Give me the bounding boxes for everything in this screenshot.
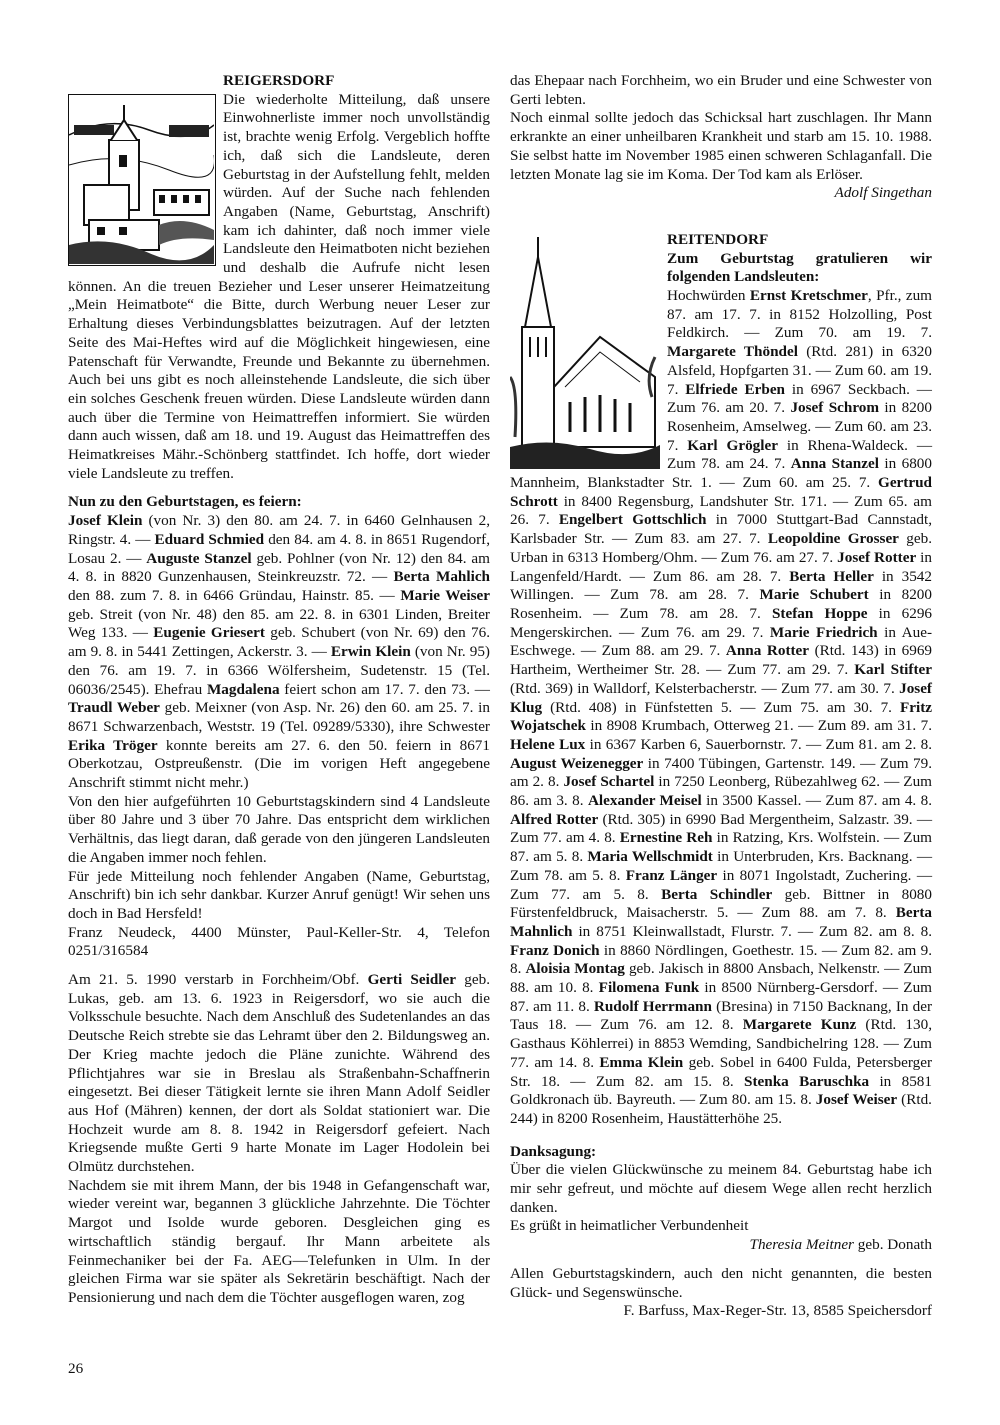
text-run: , Pfr., zum 87. am 17. 7. in 8152 Holzolling, Post Feldkirch. — Zum 70. am 19. 7.	[667, 287, 932, 342]
text-run: (von Nr. 3) den 80. am 24. 7. in 6460 Gelnhausen 2, Ringstr. 4. —	[68, 512, 490, 548]
bold-name: Erwin Klein	[330, 643, 411, 661]
reitendorf-church-illustration	[510, 237, 660, 469]
paragraph	[510, 1143, 932, 1162]
text-run: in 8200 Rosenheim. — Zum 78. am 28. 7.	[510, 586, 932, 622]
text-run: Nachdem sie mit ihrem Mann, der bis 1948 in Gefangenschaft war, wieder vereint war, begannen 3 glückliche Jahrzehnte. Die Töchter Margot und Isolde wurde geboren. Desgleichen ging es wirtschaftlich ständig bergauf. Ihr Mann arbeitete als Feinmechaniker bei der Fa. AEG—Telefunken in Ulm. In der gleichen Firma war sie später als Sekretärin beschäftigt. Nach der Pensionierung und nach dem die Töchter ausgeflogen waren, zog	[68, 1176, 490, 1306]
paragraph	[68, 493, 490, 512]
text-run: Allen Geburtstagskindern, auch den nicht genannten, die besten Glück- und Segenswünsche.	[510, 1264, 932, 1301]
text-run: in 8751 Kleinwallstadt, Flurstr. 7. — Zum 82. am 8. 8.	[572, 922, 932, 940]
paragraph	[510, 1302, 932, 1321]
text-run: in 8860 Nördlingen, Goethestr. 15. — Zum 82. am 9. 8.	[510, 941, 933, 978]
text-run: geb. Jakisch in 8800 Ansbach, Nelkenstr. — Zum 88. am 10. 8.	[510, 960, 933, 997]
text-run: Noch einmal sollte jedoch das Schicksal hart zuschlagen. Ihr Mann erkrankte an einer unheilbaren Krankheit und starb am 15. 10. 1988. Sie selbst hatte im November 1985 einen schweren Schlaganfall. Die letzten Monate lag sie im Koma. Der Tod kam als Erlöser.	[510, 109, 932, 183]
text-run: in Unterbruden, Krs. Backnang. — Zum 78. am 5. 8.	[510, 848, 933, 884]
text-run: (Rtd. 408) in Fünfstetten 5. — Zum 75. am 30. 7.	[542, 698, 900, 716]
text-run: das Ehepaar nach Forchheim, wo ein Bruder und eine Schwester von Gerti lebten.	[510, 72, 932, 108]
bold-name: Fritz Wojatschek	[510, 698, 932, 735]
bold-name: Anna Stanzel	[790, 455, 879, 473]
bold-name: Alexander Meisel	[587, 792, 702, 810]
bold-name: Berta Mahnlich	[510, 904, 932, 940]
bold-name: Elfriede Erben	[685, 380, 786, 398]
bold-name: Ernestine Reh	[619, 829, 713, 847]
bold-name: Josef Rotter	[837, 548, 917, 566]
text-run: (Rtd. 281) in 6320 Alsfeld, Hopfgarten 31. — Zum 60. am 19. 7.	[667, 343, 932, 398]
text-run: in 7400 Tübingen, Gartenstr. 149. — Zum 79. am 2. 8.	[510, 754, 933, 791]
bold-name: Josef Schrom	[790, 399, 880, 417]
text-run: konnte bereits am 27. 6. den 50. feiern in 8671 Oberkotzau, Ostpreußenstr. (Die im vorigen Heft angegebene Anschrift stimmt nicht mehr.)	[68, 736, 490, 792]
text-run: in 8200 Rosenheim, Amselweg. — Zum 60. am 23. 7.	[667, 399, 932, 454]
text-run: (von Nr. 95) den 76. am 19. 7. in 6366 Wölfersheim, Sudetenstr. 15 (Tel. 06036/2545). Ehefrau	[68, 643, 490, 698]
text-run: in 6296 Mengerskirchen. — Zum 76. am 29. 7.	[510, 604, 933, 641]
bold-name: Karl Stifter	[854, 661, 932, 679]
text-run: in Aue-Eschwege. — Zum 88. am 29. 7.	[510, 623, 933, 660]
text-run: Franz Neudeck, 4400 Münster, Paul-Keller-Str. 4, Telefon 0251/316584	[68, 923, 490, 960]
bold-name: Stefan Hoppe	[771, 604, 868, 622]
bold-name: August Weizenegger	[510, 754, 644, 772]
bold-name: Josef Klug	[510, 679, 932, 716]
text-run: Hochwürden	[667, 287, 750, 305]
bold-name: Berta Schindler	[661, 885, 773, 903]
bold-name: Nun zu den Geburtstagen, es feiern:	[68, 493, 302, 511]
bold-name: Eugenie Griesert	[153, 624, 265, 642]
bold-name: Ernst Kretschmer	[749, 287, 868, 305]
bold-name: Rudolf Herrmann	[593, 997, 712, 1015]
paragraph	[510, 1161, 932, 1217]
bold-name: Josef Klein	[68, 512, 143, 530]
bold-name: Erika Tröger	[68, 736, 158, 754]
bold-name: Josef Schartel	[563, 773, 655, 791]
text-run: in 8400 Regensburg, Landshuter Str. 171. — Zum 65. am 26. 7.	[510, 492, 932, 529]
bold-name: Stenka Baruschka	[744, 1072, 870, 1090]
text-run: geb. Schubert (von Nr. 69) den 76. am 9. 8. in 5441 Zettingen, Ackerstr. 3. —	[68, 624, 490, 661]
paragraph	[510, 72, 932, 109]
bold-name: Gerti Seidler	[367, 971, 456, 989]
text-run: (Rtd. 369) in Walldorf, Kelsterbacherstr. — Zum 77. am 30. 7.	[510, 679, 900, 697]
text-run: F. Barfuss, Max-Reger-Str. 13, 8585 Speichersdorf	[623, 1302, 932, 1320]
bold-name: Berta Mahlich	[393, 568, 491, 586]
bold-name: Helene Lux	[510, 735, 586, 753]
bold-name: Josef Weiser	[815, 1091, 898, 1109]
page-number: 26	[68, 1360, 84, 1377]
author-signature: Adolf Singethan	[834, 184, 932, 202]
text-run: in 7000 Stuttgart-Bad Cannstadt, Karlsbader Str. — Zum 83. am 27. 7.	[510, 511, 932, 548]
bold-name: Filomena Funk	[598, 979, 700, 997]
paragraph	[68, 1177, 490, 1308]
text-run: in 8581 Goldkronach üb. Bayreuth. — Zum 80. am 15. 8.	[510, 1072, 932, 1109]
bold-name: Marie Schubert	[759, 586, 869, 604]
paragraph	[510, 1236, 932, 1255]
text-run: den 84. am 4. 8. in 8651 Rugendorf, Losau 2. —	[68, 530, 491, 567]
text-run: in 8071 Ingolstadt, Zuchering. — Zum 77. am 5. 8.	[510, 866, 933, 903]
bold-name: Margarete Thöndel	[667, 343, 798, 361]
bold-name: Marie Weiser	[400, 586, 490, 604]
text-run: feiert schon am 17. 7. den 73. —	[279, 680, 490, 698]
text-run: in 8500 Nürnberg-Gersdorf. — Zum 87. am 11. 8.	[510, 979, 932, 1015]
text-run: Am 21. 5. 1990 verstarb in Forchheim/Obf.	[68, 971, 368, 989]
text-run: (Bresina) in 7150 Backnang, In der Taus 18. — Zum 76. am 12. 8.	[510, 997, 933, 1034]
text-run: Es grüßt in heimatlicher Verbundenheit	[510, 1217, 749, 1235]
bold-name: Franz Donich	[510, 941, 600, 959]
bold-name: Marie Friedrich	[769, 623, 878, 641]
bold-name: Alfred Rotter	[510, 810, 599, 828]
obituary-signature-line	[510, 184, 932, 203]
text-run: geb. Urban in 6313 Homberg/Ohm. — Zum 76. am 27. 7.	[510, 530, 933, 566]
text-run: Die wiederholte Mitteilung, daß unsere Einwohnerliste immer noch unvollständig ist, brachte wenig Erfolg. Vergeblich hoffte ich, daß sich die Landsleute, deren Geburtstag in der Aufstellung fehlt, melden würden. Auf der Suche nach fehlenden Angaben (Name, Geburtstag, Anschrift) kam ich dahinter, daß noch immer viele Landsleute den Heimatboten nicht beziehen und deshalb die Aufrufe nicht lesen können. An die treuen Bezieher und Leser unserer Heimatzeitung „Mein Heimatbote“ die Bitte, durch Werbung neuer Leser zur Erhaltung dieses Verbindungsblattes beizutragen. Auf der letzten Seite des Mai-Heftes wird auf die Möglichkeit hingewiesen, eine Patenschaft für Verwandte, Freunde und Bekannte zu übernehmen. Auch bei uns gibt es noch alleinstehende Landsleute, die sich über ein solches Geschenk freuen würden. Diese Landsleute würden dann auch über die Termine von Heimattreffen informiert. Sie würden dann auch wissen, daß am 18. und 19. August das Heimattreffen des Heimatkreises Mähr.-Schönberg stattfindet. Ich hoffe, dort wieder viele Landsleute zu treffen.	[68, 90, 490, 482]
right-column	[510, 72, 932, 1321]
text-run: geb. Meixner (von Asp. Nr. 26) den 60. am 25. 7. in 8671 Schwarzenbach, Weststr. 19 (Tel. 09289/5330), ihre Schwester	[68, 699, 490, 735]
paragraph	[68, 971, 490, 1177]
text-run: in 6800 Mannheim, Blankstadter Str. 1. — Zum 60. am 25. 7.	[510, 455, 932, 492]
text-run: (Rtd. 244) in 8200 Rosenheim, Haustätterhöhe 25.	[510, 1091, 932, 1127]
text-run: geb. Sobel in 6400 Fulda, Petersberger Str. 18. — Zum 82. am 15. 8.	[510, 1053, 932, 1090]
text-run: Von den hier aufgeführten 10 Geburtstagskindern sind 4 Landsleute über 80 Jahre und 3 über 70 Jahre. Das entspricht dem wirklichen Verhältnis, das liegt daran, daß gerade von den jüngeren Landsleuten die Angaben immer noch fehlen.	[68, 792, 490, 866]
bold-name: Franz Länger	[625, 866, 718, 884]
text-run: geb. Lukas, geb. am 13. 6. 1923 in Reigersdorf, wo sie auch die Volksschule besuchte. Nach dem Anschluß des Sudetenlandes an das Deutsche Reich strebte sie das Lehramt über den 2. Bildungsweg an. Der Krieg machte jedoch die Pläne zunichte. Während des Pflichtjahres war sie in Breslau als Straßenbahn-Schaffnerin eingesetzt. Bei dieser Tätigkeit lernte sie ihren Mann Adolf Seidler aus Hof (Mähren) kennen, der dort als Soldat stationiert war. Die Hochzeit wurde am 8. 8. 1942 in Reigersdorf gefeiert. Nach Kriegsende mußte Gerti 9 harte Monate im Lager Hodolein bei Olmütz durchstehen.	[68, 971, 490, 1176]
bold-name: Leopoldine Grosser	[767, 530, 899, 548]
text-run: geb. Pohlner (von Nr. 12) den 84. am 4. 8. in 8820 Gunzenhausen, Steinkreuzstr. 72. —	[68, 549, 490, 586]
paragraph	[68, 924, 490, 961]
bold-name: Zum Geburtstag gratulieren wir folgenden Landsleuten:	[667, 249, 932, 286]
bold-name: Berta Heller	[789, 567, 874, 585]
paragraph	[510, 1265, 932, 1302]
bold-name: Karl Grögler	[687, 436, 778, 454]
text-run: in 3500 Kassel. — Zum 87. am 4. 8.	[701, 792, 933, 810]
paragraph	[510, 1217, 932, 1236]
bold-name: Eduard Schmied	[154, 530, 265, 548]
obituary-continuation	[510, 72, 932, 184]
bold-name: Engelbert Gottschlich	[558, 511, 707, 529]
text-run: (Rtd. 305) in 6990 Bad Mergentheim, Salzastr. 39. — Zum 77. am 4. 8.	[510, 810, 933, 847]
paragraph	[510, 109, 932, 184]
bold-name: Danksagung:	[510, 1142, 597, 1160]
bold-name: Magdalena	[206, 680, 280, 698]
bold-name: Traudl Weber	[68, 699, 160, 717]
reitendorf-section	[510, 231, 932, 1321]
text-run: in 3542 Willingen. — Zum 78. am 28. 7.	[510, 567, 932, 604]
text-run: den 88. zum 7. 8. in 6466 Gründau, Hainstr. 85. —	[68, 586, 401, 604]
bold-name: Gertrud Schrott	[510, 474, 932, 510]
text-run: in Langenfeld/Hardt. — Zum 86. am 28. 7.	[510, 548, 932, 585]
bold-name: Aloisia Montag	[525, 960, 625, 978]
paragraph	[68, 512, 490, 793]
text-run: (Rtd. 130, Gasthaus Köhlerrei) in 8853 Wemding, Sandbichelring 128. — Zum 77. am 14. 8.	[510, 1016, 932, 1071]
italic-text: Theresia Meitner	[749, 1236, 854, 1254]
section-heading-reitendorf: REITENDORF	[667, 230, 769, 248]
text-run: geb. Bittner in 8080 Fürstenfeldbruck, Maisacherstr. 5. — Zum 88. am 7. 8.	[510, 885, 932, 922]
text-run: geb. Donath	[853, 1236, 932, 1254]
text-run: in 7250 Leonberg, Rübezahlweg 62. — Zum 86. am 3. 8.	[510, 773, 932, 810]
bold-name: Maria Wellschmidt	[587, 848, 713, 866]
text-run: in 6367 Karben 6, Sauerbornstr. 7. — Zum 81. am 2. 8.	[585, 735, 932, 753]
left-column	[68, 72, 490, 1308]
bold-name: Emma Klein	[599, 1053, 684, 1071]
reigersdorf-article	[68, 91, 490, 1308]
bold-name: Auguste Stanzel	[146, 549, 252, 567]
text-run: Über die vielen Glückwünsche zu meinem 84. Geburtstag habe ich mir sehr gefreut, und möchte auf diesem Wege allen recht herzlich danken.	[510, 1161, 932, 1216]
text-run: in Ratzing, Krs. Wolfstein. — Zum 87. am 5. 8.	[510, 829, 932, 866]
text-run: geb. Streit (von Nr. 48) den 85. am 22. 8. in 6301 Linden, Breiter Weg 133. —	[68, 605, 490, 642]
paragraph	[68, 868, 490, 924]
text-run: in Rhena-Waldeck. — Zum 78. am 24. 7.	[667, 436, 933, 473]
bold-name: Margarete Kunz	[742, 1016, 857, 1034]
text-run: Für jede Mitteilung noch fehlender Angaben (Name, Geburtstag, Anschrift) bin ich sehr dankbar. Kurzer Anruf genügt! Wir sehen uns doch in Bad Hersfeld!	[68, 867, 490, 922]
text-run: in 6967 Seckbach. — Zum 76. am 20. 7.	[667, 380, 932, 417]
text-run: (Rtd. 143) in 6969 Hartheim, Wertheimer Str. 28. — Zum 77. am 29. 7.	[510, 642, 933, 679]
reigersdorf-village-illustration	[68, 94, 216, 266]
text-run: in 8908 Krumbach, Otterweg 21. — Zum 89. am 31. 7.	[585, 717, 932, 735]
bold-name: Anna Rotter	[725, 642, 810, 660]
paragraph	[68, 793, 490, 868]
section-heading-reigersdorf: REIGERSDORF	[223, 72, 335, 89]
